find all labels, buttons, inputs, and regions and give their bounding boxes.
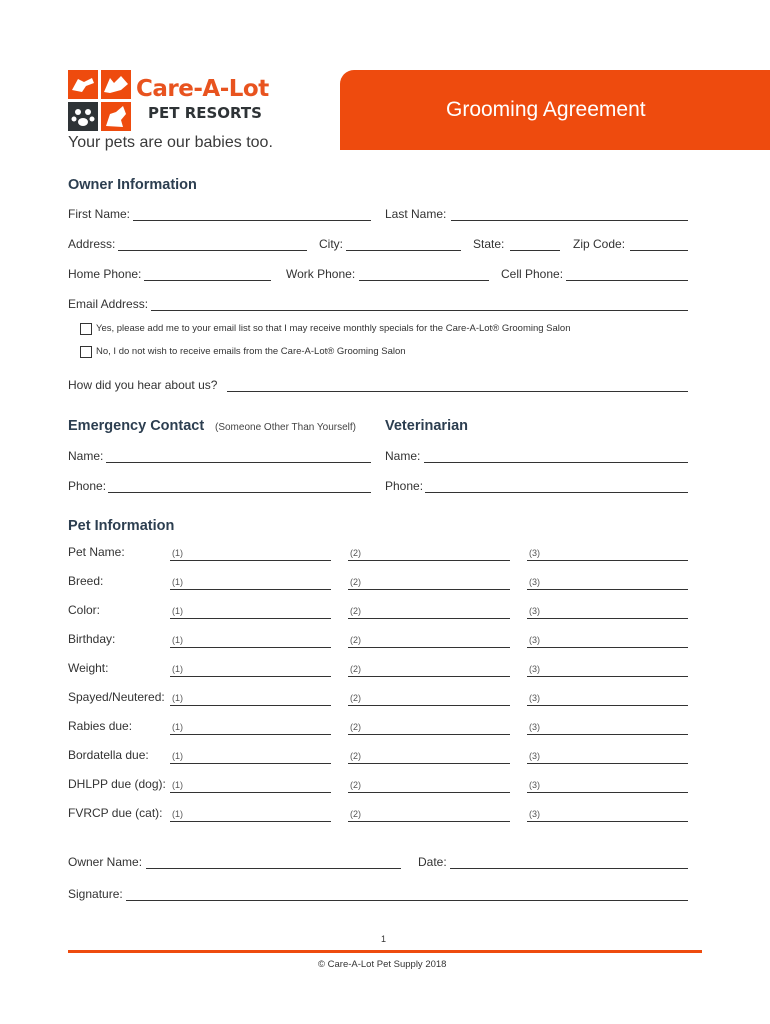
- last-name-field[interactable]: [451, 220, 688, 221]
- pet-3-field[interactable]: [527, 705, 688, 706]
- date-label: Date:: [418, 855, 447, 869]
- vet-section-title: Veterinarian: [385, 418, 469, 434]
- pet-column-marker: (1): [172, 809, 183, 819]
- pet-row-label: Spayed/Neutered:: [68, 690, 165, 704]
- state-label: State:: [473, 237, 505, 251]
- pet-column-marker: (3): [529, 635, 540, 645]
- pet-section-title: Pet Information: [68, 518, 175, 534]
- logo-brand: Care-A-Lot: [136, 76, 269, 102]
- pet-2-field[interactable]: [348, 763, 510, 764]
- pet-row-label: Weight:: [68, 661, 109, 675]
- pet-column-marker: (1): [172, 606, 183, 616]
- zip-label: Zip Code:: [573, 237, 626, 251]
- dog-icon: [68, 70, 98, 99]
- emergency-name-field[interactable]: [106, 462, 371, 463]
- pet-column-marker: (1): [172, 577, 183, 587]
- owner-section-title: Owner Information: [68, 177, 197, 193]
- home-phone-field[interactable]: [144, 280, 271, 281]
- how-hear-label: How did you hear about us?: [68, 378, 218, 392]
- vet-phone-field[interactable]: [425, 492, 688, 493]
- owner-name-field[interactable]: [146, 868, 401, 869]
- email-opt-in-checkbox[interactable]: [80, 323, 92, 335]
- pet-column-marker: (1): [172, 664, 183, 674]
- emergency-name-label: Name:: [68, 449, 104, 463]
- page-number: 1: [381, 934, 387, 944]
- first-name-field[interactable]: [133, 220, 371, 221]
- pet-column-marker: (1): [172, 693, 183, 703]
- pet-column-marker: (1): [172, 780, 183, 790]
- pet-1-field[interactable]: [170, 676, 331, 677]
- cell-phone-label: Cell Phone:: [501, 267, 564, 281]
- pet-column-marker: (3): [529, 809, 540, 819]
- pet-column-marker: (2): [350, 722, 361, 732]
- pet-1-field[interactable]: [170, 560, 331, 561]
- email-opt-out-label: No, I do not wish to receive emails from the Care-A-Lot® Grooming Salon: [96, 346, 406, 357]
- pet-3-field[interactable]: [527, 647, 688, 648]
- pet-3-field[interactable]: [527, 676, 688, 677]
- pet-2-field[interactable]: [348, 560, 510, 561]
- pet-row-label: DHLPP due (dog):: [68, 777, 166, 791]
- logo-tiles: [68, 70, 132, 132]
- first-name-label: First Name:: [68, 207, 131, 221]
- pet-column-marker: (1): [172, 722, 183, 732]
- pet-1-field[interactable]: [170, 792, 331, 793]
- pet-row-label: Pet Name:: [68, 545, 125, 559]
- pet-column-marker: (2): [350, 809, 361, 819]
- pet-2-field[interactable]: [348, 821, 510, 822]
- header-banner: [340, 70, 770, 150]
- pet-column-marker: (2): [350, 577, 361, 587]
- pet-2-field[interactable]: [348, 618, 510, 619]
- pet-column-marker: (2): [350, 635, 361, 645]
- pet-2-field[interactable]: [348, 589, 510, 590]
- pet-1-field[interactable]: [170, 821, 331, 822]
- city-field[interactable]: [346, 250, 461, 251]
- pet-2-field[interactable]: [348, 705, 510, 706]
- address-field[interactable]: [118, 250, 307, 251]
- pet-column-marker: (3): [529, 780, 540, 790]
- pet-1-field[interactable]: [170, 734, 331, 735]
- paw-icon: [68, 102, 98, 131]
- zip-field[interactable]: [630, 250, 688, 251]
- email-label: Email Address:: [68, 297, 149, 311]
- pet-2-field[interactable]: [348, 792, 510, 793]
- pet-3-field[interactable]: [527, 763, 688, 764]
- email-opt-out-checkbox[interactable]: [80, 346, 92, 358]
- pet-2-field[interactable]: [348, 647, 510, 648]
- footer-divider: [68, 950, 702, 953]
- pet-row-label: Bordatella due:: [68, 748, 149, 762]
- pet-3-field[interactable]: [527, 589, 688, 590]
- how-hear-field[interactable]: [227, 391, 688, 392]
- state-field[interactable]: [510, 250, 560, 251]
- pet-2-field[interactable]: [348, 734, 510, 735]
- pet-1-field[interactable]: [170, 589, 331, 590]
- pet-row-label: Birthday:: [68, 632, 116, 646]
- tagline: Your pets are our babies too.: [68, 134, 273, 151]
- pet-column-marker: (2): [350, 664, 361, 674]
- pet-column-marker: (2): [350, 751, 361, 761]
- pet-3-field[interactable]: [527, 560, 688, 561]
- pet-1-field[interactable]: [170, 647, 331, 648]
- work-phone-label: Work Phone:: [286, 267, 356, 281]
- pet-3-field[interactable]: [527, 618, 688, 619]
- vet-name-label: Name:: [385, 449, 421, 463]
- cell-phone-field[interactable]: [566, 280, 688, 281]
- date-field[interactable]: [450, 868, 688, 869]
- emergency-section-title: Emergency Contact: [68, 418, 205, 434]
- pet-3-field[interactable]: [527, 792, 688, 793]
- vet-name-field[interactable]: [424, 462, 688, 463]
- signature-label: Signature:: [68, 887, 123, 901]
- pet-column-marker: (1): [172, 751, 183, 761]
- pet-column-marker: (3): [529, 693, 540, 703]
- pet-row-label: FVRCP due (cat):: [68, 806, 163, 820]
- pet-column-marker: (2): [350, 606, 361, 616]
- email-field[interactable]: [151, 310, 688, 311]
- address-label: Address:: [68, 237, 116, 251]
- pet-column-marker: (1): [172, 548, 183, 558]
- cat-icon: [101, 70, 131, 99]
- work-phone-field[interactable]: [359, 280, 489, 281]
- signature-field[interactable]: [126, 900, 688, 901]
- pet-column-marker: (2): [350, 693, 361, 703]
- city-label: City:: [319, 237, 343, 251]
- pet-silhouette-icon: [101, 102, 131, 131]
- pet-3-field[interactable]: [527, 734, 688, 735]
- pet-row-label: Rabies due:: [68, 719, 133, 733]
- pet-row-label: Color:: [68, 603, 101, 617]
- copyright-text: © Care-A-Lot Pet Supply 2018: [318, 959, 447, 970]
- pet-column-marker: (3): [529, 577, 540, 587]
- pet-1-field[interactable]: [170, 763, 331, 764]
- pet-1-field[interactable]: [170, 705, 331, 706]
- pet-column-marker: (1): [172, 635, 183, 645]
- pet-2-field[interactable]: [348, 676, 510, 677]
- vet-phone-label: Phone:: [385, 479, 424, 493]
- logo-subtitle: PET RESORTS: [148, 104, 262, 122]
- email-opt-in-label: Yes, please add me to your email list so that I may receive monthly specials for the Care-A-Lot® Grooming Salon: [96, 323, 571, 334]
- pet-column-marker: (3): [529, 548, 540, 558]
- pet-column-marker: (3): [529, 722, 540, 732]
- emergency-note: (Someone Other Than Yourself): [215, 422, 357, 433]
- pet-3-field[interactable]: [527, 821, 688, 822]
- emergency-phone-field[interactable]: [108, 492, 371, 493]
- pet-column-marker: (3): [529, 664, 540, 674]
- home-phone-label: Home Phone:: [68, 267, 142, 281]
- pet-column-marker: (3): [529, 751, 540, 761]
- pet-column-marker: (2): [350, 548, 361, 558]
- pet-1-field[interactable]: [170, 618, 331, 619]
- pet-row-label: Breed:: [68, 574, 104, 588]
- page-title: Grooming Agreement: [446, 98, 646, 121]
- pet-column-marker: (3): [529, 606, 540, 616]
- last-name-label: Last Name:: [385, 207, 447, 221]
- emergency-phone-label: Phone:: [68, 479, 107, 493]
- pet-column-marker: (2): [350, 780, 361, 790]
- owner-name-label: Owner Name:: [68, 855, 143, 869]
